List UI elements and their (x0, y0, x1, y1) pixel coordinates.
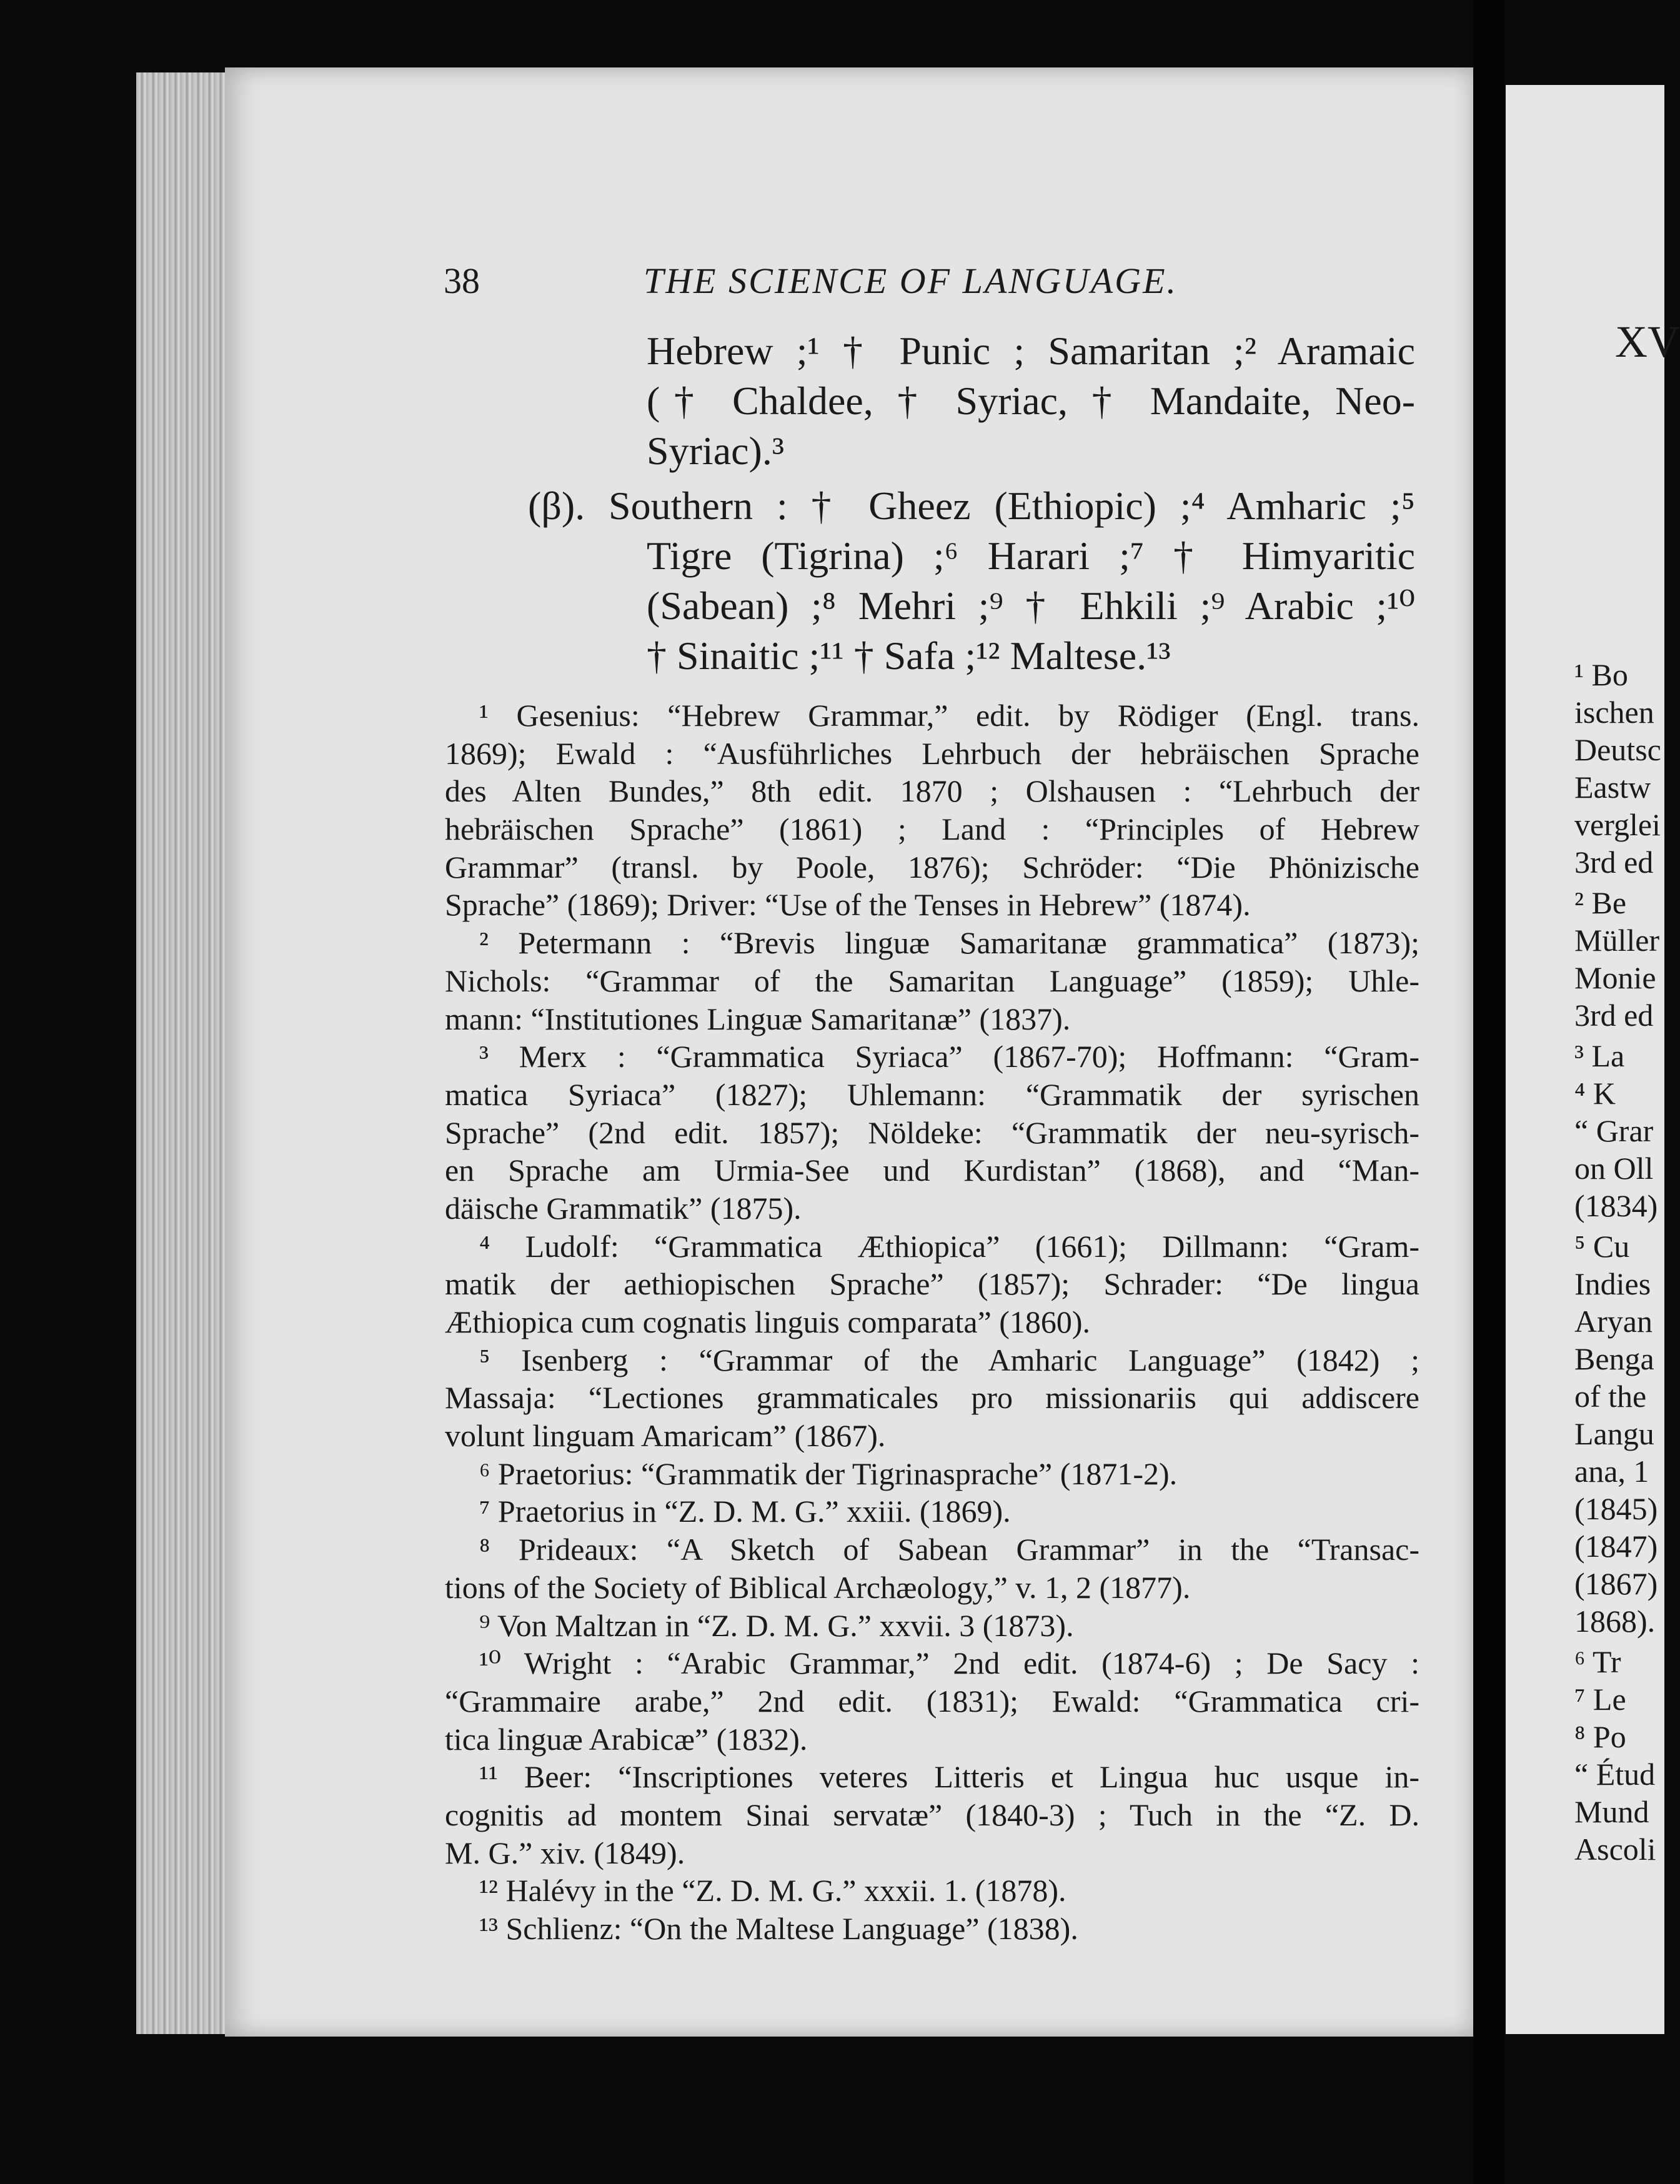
footnote-line: matik der aethiopischen Sprache” (1857); Schrader: “De lingua (445, 1266, 1419, 1302)
footnote-line: 1869); Ewald : “Ausführliches Lehrbuch der hebräischen Sprache (445, 735, 1419, 771)
right-page-line: Mund (1574, 1794, 1649, 1829)
footnote-line: ¹² Halévy in the “Z. D. M. G.” xxxii. 1. (1878). (479, 1873, 1066, 1909)
footnote-line: “Grammaire arabe,” 2nd edit. (1831); Ewald: “Grammatica cri- (445, 1683, 1419, 1719)
language-list-line: Hebrew ;¹ † Punic ; Samaritan ;² Aramaic (647, 329, 1415, 373)
right-page-line: ³ La (1574, 1038, 1625, 1073)
footnote-line: ¹⁰ Wright : “Arabic Grammar,” 2nd edit. (1874-6) ; De Sacy : (479, 1645, 1419, 1681)
book-gutter (1473, 0, 1504, 2184)
language-list-line: († Chaldee, † Syriac, † Mandaite, Neo- (647, 379, 1415, 423)
footnote-line: ⁶ Praetorius: “Grammatik der Tigrinasprache” (1871-2). (479, 1456, 1178, 1491)
footnote-line: ⁹ Von Maltzan in “Z. D. M. G.” xxvii. 3 (1873). (479, 1607, 1074, 1643)
right-page-line: Monie (1574, 960, 1656, 995)
footnote-line: en Sprache am Urmia-See und Kurdistan” (1868), and “Man- (445, 1153, 1419, 1188)
language-list-line: Syriac).³ (647, 429, 784, 473)
footnote-line: ² Petermann : “Brevis linguæ Samaritanæ grammatica” (1873); (479, 925, 1419, 961)
page-number: 38 (444, 261, 480, 301)
right-page-line: ⁶ Tr (1574, 1644, 1621, 1679)
right-page-line: “ Étud (1574, 1757, 1656, 1792)
footnote-line: ¹³ Schlienz: “On the Maltese Language” (1838). (479, 1911, 1078, 1946)
language-list-line: † Sinaitic ;¹¹ † Safa ;¹² Maltese.¹³ (647, 633, 1171, 678)
right-page-line: ² Be (1574, 885, 1627, 920)
footnote-line: Æthiopica cum cognatis linguis comparata” (1860). (445, 1304, 1091, 1339)
footnote-line: Massaja: “Lectiones grammaticales pro missionariis qui addiscere (445, 1380, 1419, 1416)
right-page-line: 1868). (1574, 1604, 1656, 1639)
footnote-line: matica Syriaca” (1827); Uhlemann: “Grammatik der syrischen (445, 1076, 1419, 1112)
right-page-line: “ Grar (1574, 1113, 1654, 1148)
right-page-line: Ascoli (1574, 1832, 1656, 1867)
footnote-line: ⁵ Isenberg : “Grammar of the Amharic Language” (1842) ; (479, 1342, 1419, 1377)
footnote-line: däische Grammatik” (1875). (445, 1190, 802, 1226)
footnote-line: Sprache” (2nd edit. 1857); Nöldeke: “Grammatik der neu-syrisch- (445, 1114, 1419, 1150)
running-header (444, 259, 1225, 303)
footnote-line: ³ Merx : “Grammatica Syriaca” (1867-70); Hoffmann: “Gram- (479, 1039, 1419, 1075)
right-page-line: (1834) (1574, 1188, 1658, 1223)
footnote-line: hebräischen Sprache” (1861) ; Land : “Principles of Hebrew (445, 812, 1419, 847)
right-page-line: verglei (1574, 807, 1661, 842)
footnote-line: ⁸ Prideaux: “A Sketch of Sabean Grammar” in the “Transac- (479, 1532, 1419, 1567)
right-page-line: (1845) (1574, 1491, 1658, 1526)
footnote-line: Sprache” (1869); Driver: “Use of the Tenses in Hebrew” (1874). (445, 887, 1251, 923)
footnote-line: volunt linguam Amaricam” (1867). (445, 1418, 886, 1454)
footnote-line: des Alten Bundes,” 8th edit. 1870 ; Olshausen : “Lehrbuch der (445, 773, 1419, 809)
right-page-line: (1867) (1574, 1566, 1658, 1601)
footnotes (445, 697, 1419, 1948)
right-page-line: ⁸ Po (1574, 1719, 1626, 1754)
footnote-line: Grammar” (transl. by Poole, 1876); Schröder: “Die Phönizische (445, 849, 1419, 885)
right-page-line: Deutsc (1574, 732, 1661, 767)
right-page-heading: XV (1615, 317, 1680, 367)
footnote-line: ¹¹ Beer: “Inscriptiones veteres Litteris et Lingua huc usque in- (479, 1759, 1419, 1795)
right-page-line: 3rd ed (1574, 998, 1654, 1033)
footnote-line: tions of the Society of Biblical Archæology,” v. 1, 2 (1877). (445, 1569, 1191, 1605)
right-page-line: ischen (1574, 695, 1654, 730)
footnote-line: ⁷ Praetorius in “Z. D. M. G.” xxiii. (1869). (479, 1494, 1011, 1529)
footnote-line: Nichols: “Grammar of the Samaritan Language” (1859); Uhle- (445, 963, 1419, 998)
right-page-line: ¹ Bo (1574, 657, 1628, 692)
footnote-line: ⁴ Ludolf: “Grammatica Æthiopica” (1661); Dillmann: “Gram- (479, 1228, 1419, 1264)
right-page-line: on Oll (1574, 1151, 1654, 1186)
right-page-line: ⁵ Cu (1574, 1229, 1630, 1264)
right-page-line: ⁴ K (1574, 1076, 1616, 1111)
right-page-line: (1847) (1574, 1529, 1658, 1564)
right-page-line: Eastw (1574, 770, 1651, 805)
right-page (1506, 85, 1680, 2034)
right-page-line: ⁷ Le (1574, 1682, 1626, 1717)
right-page-line: 3rd ed (1574, 845, 1654, 880)
right-page-line: Indies (1574, 1266, 1651, 1301)
right-page-line: Müller (1574, 923, 1660, 958)
right-page-line: of the (1574, 1379, 1647, 1414)
running-title: THE SCIENCE OF LANGUAGE. (644, 261, 1178, 301)
language-list-line: Tigre (Tigrina) ;⁶ Harari ;⁷ † Himyaritic (647, 534, 1415, 578)
footnote-line: M. G.” xiv. (1849). (445, 1835, 685, 1870)
right-page-line: Aryan (1574, 1304, 1653, 1339)
right-page-line: ana, 1 (1574, 1454, 1649, 1489)
right-page-line: Benga (1574, 1341, 1654, 1376)
right-page-line: Langu (1574, 1416, 1654, 1451)
footnote-line: ¹ Gesenius: “Hebrew Grammar,” edit. by Rödiger (Engl. trans. (479, 698, 1419, 733)
footnote-line: cognitis ad montem Sinai servatæ” (1840-3) ; Tuch in the “Z. D. (445, 1797, 1419, 1832)
language-list-line: (Sabean) ;⁸ Mehri ;⁹ † Ehkili ;⁹ Arabic ;¹⁰ (647, 583, 1415, 628)
footnote-line: tica linguæ Arabicæ” (1832). (445, 1721, 808, 1757)
language-list-line: (β). Southern : † Gheez (Ethiopic) ;⁴ Amharic ;⁵ (528, 484, 1415, 528)
footnote-line: mann: “Institutiones Linguæ Samaritanæ” (1837). (445, 1001, 1071, 1036)
